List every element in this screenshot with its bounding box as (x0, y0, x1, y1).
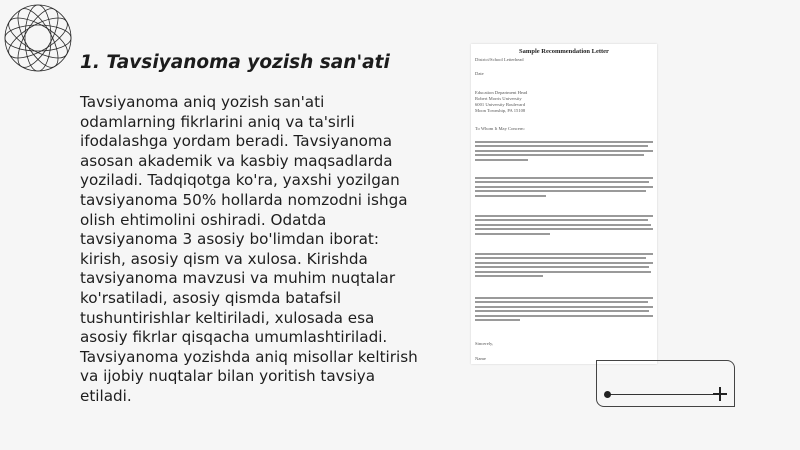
letter-paragraph (475, 297, 653, 324)
circular-ornament-icon (2, 2, 74, 74)
letter-paragraph (475, 141, 653, 163)
letter-address-line: Education Department Head (475, 90, 528, 95)
dot-icon (604, 391, 611, 398)
letter-paragraph (475, 215, 653, 237)
letter-address-line: Robert Morris University (475, 96, 522, 101)
letter-date: Date (475, 71, 484, 76)
letter-signature: Name (475, 356, 486, 361)
letter-address-line: 6001 University Boulevard (475, 102, 526, 107)
letter-greeting: To Whom It May Concern: (475, 126, 525, 131)
letter-letterhead: District/School Letterhead (475, 57, 524, 62)
slide-body-text: Tavsiyanoma aniq yozish san'ati odamlarning fikrlarini aniq va ta'sirli ifodalashga yordam beradi. Tavsiyanoma asosan akademik va kasbiy maqsadlarda yoziladi. Tadqiqotga ko'ra, yaxshi yozilgan tavsiyanoma 50% hollarda nomzodni ishga olish ehtimolini oshiradi. Odatda tavsiyanoma 3 asosiy bo'limdan iborat: kirish, asosiy qism va xulosa. Kirishda tavsiyanoma mavzusi va muhim nuqtalar ko'rsatiladi, asosiy qismda batafsil tushuntirishlar keltiriladi, xulosada esa asosiy fikrlar qisqacha umumlashtiriladi. Tavsiyanoma yozishda aniq misollar keltirish va ijobiy nuqtalar bilan yoritish tavsiya etiladi. (80, 93, 418, 405)
letter-closing: Sincerely, (475, 341, 494, 346)
slide-title: 1. Tavsiyanoma yozish san'ati (80, 52, 390, 73)
letter-paragraph (475, 253, 653, 280)
letter-paragraph (475, 177, 653, 199)
decorative-line (607, 394, 722, 395)
plus-icon (713, 387, 727, 401)
letter-address-line: Moon Township, PA 15108 (475, 108, 526, 113)
letter-title: Sample Recommendation Letter (519, 48, 609, 55)
recommendation-letter-image (471, 44, 657, 364)
